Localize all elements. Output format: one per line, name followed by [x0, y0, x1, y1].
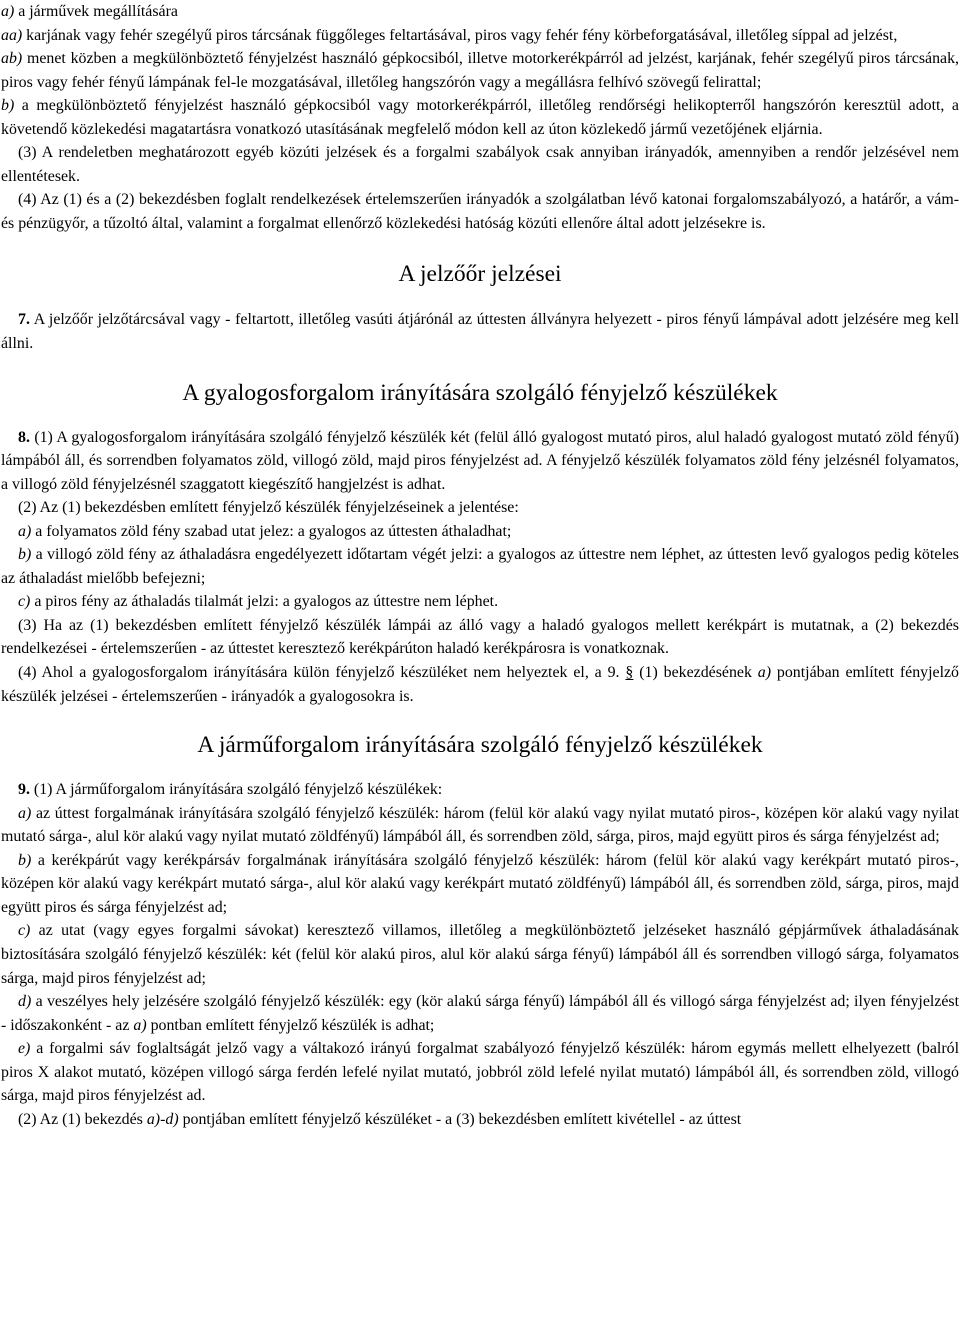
- paragraph-text: (1) bekezdésének: [633, 664, 758, 682]
- paragraph-3: (3) A rendeletben meghatározott egyéb közúti jelzések és a forgalmi szabályok csak annyiban irányadók, amennyiben a rendőr jelzésével nem ellentétesek.: [1, 144, 959, 185]
- section-heading-jarmuforgalom: A járműforgalom irányítására szolgáló fényjelző készülékek: [197, 732, 763, 759]
- section-reference-link[interactable]: §: [625, 664, 634, 682]
- section-8-paragraph-4: [1, 661, 959, 708]
- item-letter: c): [18, 593, 31, 611]
- section-9-item-d: [1, 990, 959, 1037]
- item-letter: b): [18, 546, 32, 564]
- paragraph-text: az utat (vagy egyes forgalmi sávokat) keresztező villamos, illetőleg a megkülönböztető jelzéseket használó gépjárművek áthaladásának biztosítására szolgáló fényjelző készülék: két (felül kör alakú piros, alul kör alakú sárga fényű) lámpából áll és sorrendben villogó sárga, folyamatos sárga, majd piros fényjelzést ad;: [1, 922, 959, 987]
- paragraph-text: a veszélyes hely jelzésére szolgáló fényjelző készülék: egy (kör alakú sárga fényű) lámpából áll és villogó sárga fényjelzést ad; ilyen fényjelzést - időszakonként - az: [1, 993, 959, 1034]
- paragraph-aa: [1, 24, 959, 48]
- section-9-item-b: [1, 849, 959, 920]
- item-letter: d): [18, 993, 32, 1011]
- section-8-paragraph-3: (3) Ha az (1) bekezdésben említett fényjelző készülék lámpái az álló vagy a haladó gyalogos mellett kerékpárt is mutatnak, a (2) bekezdés rendelkezései - értelemszerűen - az úttestet keresztező kerékpárúton haladó kerékpárosra is vonatkoznak.: [1, 616, 959, 658]
- section-9-paragraph-2: [1, 1108, 959, 1132]
- section-8-item-c: [1, 590, 959, 614]
- paragraph-4: (4) Az (1) és a (2) bekezdésben foglalt rendelkezések értelemszerűen irányadók a szolgálatban lévő katonai forgalomszabályozó, a határőr, a vám- és pénzügyőr, a tűzoltó által, valamint a forgalmat ellenőrző közlekedési hatóság közúti ellenőre által adott jelzésekre is.: [1, 191, 959, 232]
- paragraph-text: pontban említett fényjelző készülék is adhat;: [146, 1016, 435, 1034]
- section-9-item-a: [1, 802, 959, 849]
- section-7-text: [1, 308, 959, 355]
- paragraph-text: karjának vagy fehér szegélyű piros tárcsának függőleges feltartásával, piros vagy fehér fény körbeforgatásával, illetőleg síppal ad jelzést,: [22, 26, 898, 44]
- paragraph-ab: [1, 47, 959, 94]
- paragraph-text: pontjában említett fényjelző készüléket - a (3) bekezdésben említett kivétellel - az úttest: [178, 1110, 742, 1128]
- paragraph-text: (1) A járműforgalom irányítására szolgáló fényjelző készülékek:: [33, 781, 443, 799]
- item-letter: b): [18, 851, 32, 869]
- item-letter: a): [1, 3, 15, 20]
- item-letter: a)-d): [146, 1110, 179, 1128]
- paragraph-b: [1, 94, 959, 141]
- item-letter: e): [18, 1040, 31, 1058]
- section-9-item-e: [1, 1037, 959, 1108]
- section-number: 9.: [18, 781, 30, 799]
- section-heading-gyalogos: A gyalogosforgalom irányítására szolgáló fényjelző készülékek: [182, 379, 778, 406]
- item-letter: a): [18, 804, 32, 822]
- paragraph-text: a megkülönböztető fényjelzést használó gépkocsiból vagy motorkerékpárról, illetőleg rendőrségi helikopterről hangszórón keresztül adott, a követendő közlekedési magatartásra vonatkozó utasításának megfelelő módon kell az úton közlekedő jármű vezetőjének eljárnia.: [1, 97, 959, 138]
- section-9-paragraph-1: [1, 778, 959, 802]
- paragraph-text: a piros fény az áthaladás tilalmát jelzi: a gyalogos az úttestre nem léphet.: [30, 593, 499, 611]
- section-8-paragraph-2: (2) Az (1) bekezdésben említett fényjelző készülék fényjelzéseinek a jelentése:: [18, 499, 519, 517]
- section-8-paragraph-1: [1, 426, 959, 497]
- item-letter: c): [18, 922, 31, 940]
- paragraph-text: a járművek megállítására: [14, 3, 178, 20]
- section-8-item-b: [1, 543, 959, 590]
- item-letter: b): [1, 97, 15, 115]
- section-number: 7.: [18, 311, 30, 329]
- section-8-item-a: [1, 520, 959, 544]
- paragraph-text: a folyamatos zöld fény szabad utat jelez: a gyalogos az úttesten áthaladhat;: [31, 522, 512, 540]
- paragraph-text: a villogó zöld fény az áthaladásra engedélyezett időtartam végét jelzi: a gyalogos az úttestre nem léphet, az úttesten levő gyalogos pedig köteles az áthaladást mielőbb befejezni;: [1, 546, 959, 587]
- section-number: 8.: [18, 428, 30, 446]
- section-heading-jelzoor: A jelzőőr jelzései: [398, 261, 562, 288]
- item-letter: a): [757, 664, 772, 682]
- paragraph-text: (4) Ahol a gyalogosforgalom irányítására külön fényjelző készüléket nem helyeztek el, a 9.: [18, 664, 626, 682]
- item-letter: aa): [1, 26, 23, 44]
- item-letter: ab): [1, 50, 23, 68]
- item-letter: a): [18, 522, 32, 540]
- paragraph-text: az úttest forgalmának irányítására szolgáló fényjelző készülék: három (felül kör alakú vagy nyilat mutató piros-, középen kör alakú vagy nyilat mutató sárga-, alul kör alakú vagy nyilat mutató zöldfényű) lámpából áll, és sorrendben zöld, sárga, piros, majd együtt piros és sárga fényjelzést ad;: [1, 804, 959, 846]
- paragraph-text: A jelzőőr jelzőtárcsával vagy - feltartott, illetőleg vasúti átjárónál az úttesten állványra helyezett - piros fényű lámpával adott jelzésére meg kell állni.: [1, 311, 959, 353]
- paragraph-text: pontjában említett fényjelző készülék jelzései - értelemszerűen - irányadók a gyalogosokra is.: [1, 664, 959, 705]
- paragraph-text: (2) Az (1) bekezdés: [18, 1110, 147, 1128]
- paragraph-text: a kerékpárút vagy kerékpársáv forgalmának irányítására szolgáló fényjelző készülék: három (felül kör alakú vagy kerékpárt mutató piros-, középen kör alakú vagy kerékpárt mutató sárga-, alul kör alakú vagy kerékpárt mutató zöldfényű) lámpából áll, és sorrendben zöld, sárga, piros, majd együtt piros és sárga fényjelzést ad;: [1, 851, 959, 916]
- paragraph-a: [1, 0, 959, 24]
- paragraph-text: menet közben a megkülönböztető fényjelzést használó gépkocsiból, illetve motorkerékpárról ad jelzést, karjának, fehér szegélyű piros tárcsának, piros vagy fehér fényű lámpának fel-le mozgatásával, illetőleg hangszórón vagy a megállásra felhívó szövegű felirattal;: [1, 50, 959, 91]
- section-9-item-c: [1, 919, 959, 990]
- paragraph-text: a forgalmi sáv foglaltságát jelző vagy a váltakozó irányú forgalmat szabályozó fényjelző készülék: három egymás mellett elhelyezett (balról piros X alakot mutató, középen villogó sárga ferdén lefelé nyilat mutató, jobbról zöld lefelé nyilat mutató) lámpából áll, és sorrendben zöld, villogó sárga, majd piros fényjelzést ad.: [1, 1040, 959, 1105]
- item-letter: a): [133, 1016, 147, 1034]
- paragraph-text: (1) A gyalogosforgalom irányítására szolgáló fényjelző készülék két (felül álló gyalogost mutató piros, alul haladó gyalogost mutató zöld fényű) lámpából áll, és sorrendben folyamatos zöld, villogó zöld, majd piros fényjelzést ad. A fényjelző készülék folyamatos zöld fény jelzésnél folyamatos, a villogó zöld fényjelzésnél szaggatott kiegészítő hangjelzést is adhat.: [1, 428, 959, 493]
